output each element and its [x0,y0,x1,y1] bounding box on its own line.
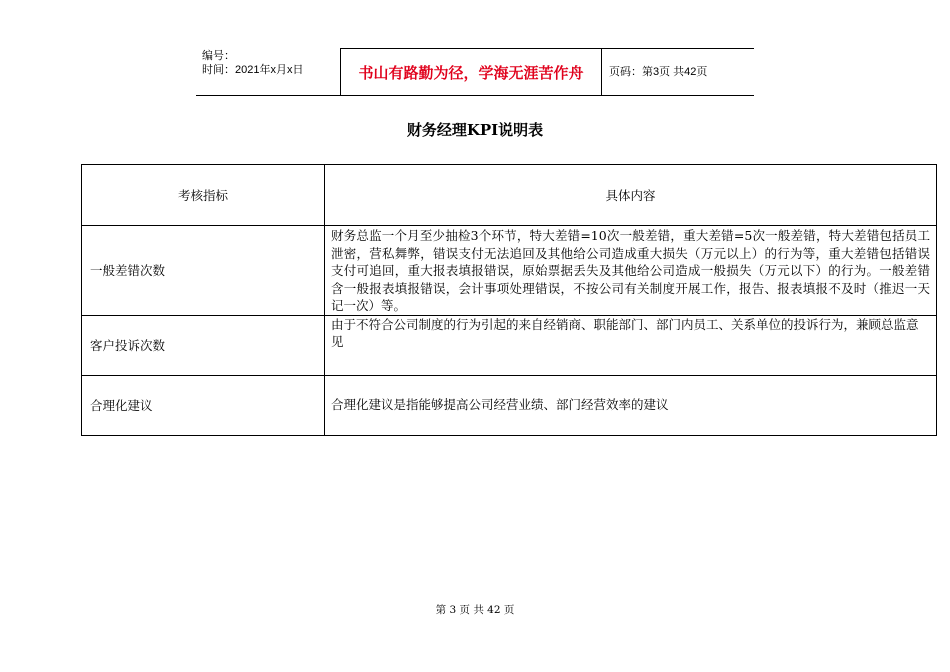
header-page-code: 页码：第3页 共42页 [609,66,708,78]
header-bottom-rule [196,95,754,96]
indicator-cell: 客户投诉次数 [82,315,325,375]
table-row [82,315,937,375]
page-header [196,48,754,96]
header-top-rule [340,48,754,49]
indicator-cell: 一般差错次数 [82,226,325,316]
document-number-label: 编号： [202,50,235,62]
indicator-cell: 合理化建议 [82,375,325,435]
table-row [82,375,937,435]
content-cell: 由于不符合公司制度的行为引起的来自经销商、职能部门、部门内员工、关系单位的投诉行为，兼顾总监意见 [325,315,937,375]
header-indicator: 考核指标 [82,165,325,226]
table-header-row [82,165,937,226]
document-title: 财务经理KPI说明表 [406,121,544,139]
content-cell: 合理化建议是指能够提高公司经营业绩、部门经营效率的建议 [325,375,937,435]
header-divider-right [601,48,602,96]
document-time-label: 时间：2021年x月x日 [202,64,304,76]
header-content: 具体内容 [325,165,937,226]
page-footer: 第 3 页 共 42 页 [435,604,515,616]
table-row [82,226,937,316]
content-cell: 财务总监一个月至少抽检3个环节，特大差错=10次一般差错，重大差错=5次一般差错，特大差错包括员工泄密，营私舞弊，错误支付无法追回及其他给公司造成重大损失（万元以上）的行为等，重大差错包括错误支付可追回，重大报表填报错误，原始票据丢失及其他给公司造成一般损失（万元以下）的行为。一般差错含一般报表填报错误，会计事项处理错误，不按公司有关制度开展工作，报告、报表填报不及时（推迟一天记一次）等。 [325,226,937,316]
kpi-table [81,164,937,436]
header-motto: 书山有路勤为径，学海无涯苦作舟 [358,64,584,82]
